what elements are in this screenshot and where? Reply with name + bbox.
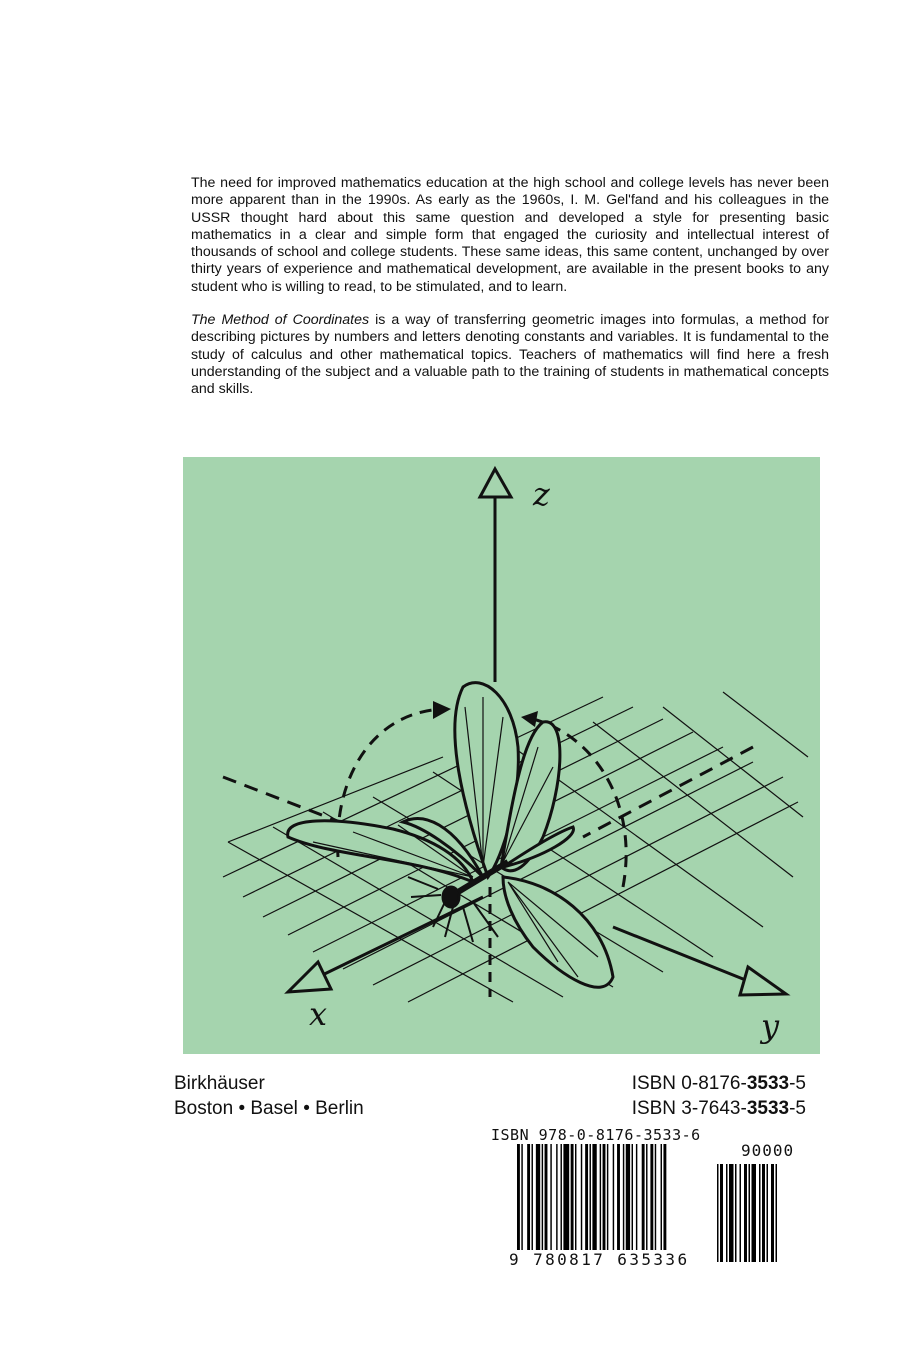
addon-bar [720, 1164, 723, 1262]
barcode-bar [663, 1144, 666, 1262]
barcode-bar [646, 1144, 647, 1250]
addon-bar [771, 1164, 774, 1262]
publisher-city: Basel [250, 1098, 298, 1119]
publisher-block [174, 1071, 364, 1121]
barcode-bar [613, 1144, 614, 1250]
z-arrowhead [480, 469, 511, 497]
barcode-bar [632, 1144, 633, 1250]
addon-bar [744, 1164, 747, 1262]
barcode-bar [581, 1144, 582, 1250]
barcode-bar [561, 1144, 562, 1250]
barcode-bar [542, 1144, 543, 1250]
barcode-bar [545, 1144, 548, 1250]
city-separator: • [238, 1098, 246, 1119]
barcode-bar [600, 1144, 601, 1250]
addon-bar [729, 1164, 734, 1262]
addon-bar [717, 1164, 719, 1262]
book-title-italic: The Method of Coordinates [191, 312, 370, 329]
barcode-bar [536, 1144, 540, 1250]
barcode-bar [607, 1144, 608, 1250]
isbn13-label: ISBN 978-0-8176-3533-6 [491, 1126, 701, 1144]
isbn-block [632, 1071, 806, 1121]
barcode-bar [571, 1144, 574, 1250]
addon-number: 90000 [741, 1141, 795, 1160]
blurb-paragraph-2 [191, 312, 829, 398]
arc-arrowhead-left [433, 701, 451, 719]
publisher-name: Birkhäuser [174, 1073, 265, 1094]
y-arrowhead [740, 967, 786, 995]
arc-arrowhead-right [521, 711, 538, 727]
barcode-bar [661, 1144, 662, 1262]
publisher-city: Berlin [315, 1098, 364, 1119]
barcode-bar [585, 1144, 588, 1250]
back-cover-blurb [191, 175, 829, 399]
barcode-bar [575, 1144, 576, 1250]
addon-bar [776, 1164, 778, 1262]
barcode-bar [623, 1144, 624, 1250]
coordinate-axes-illustration [183, 457, 820, 1054]
addon-bar [752, 1164, 757, 1262]
isbn-suffix: -5 [789, 1073, 806, 1094]
blurb-paragraph-1: The need for improved mathematics education at the high school and college levels has never been more apparent than in the 1990s. As early as the 1960s, I. M. Gel'fand and his colleagues in the USSR thought hard about this same question and developed a style for presenting basic mathematics in a clear and simple form that engaged the curiosity and intellectual interest of thousands of school and college students. These same ideas, this same content, unchanged by over thirty years of experience and mathematical development, are available in the present books to any student who is willing to read, to be stimulated, and to learn. [191, 175, 829, 295]
barcode-bar [655, 1144, 656, 1250]
barcode [489, 1126, 819, 1271]
ean-digits: 9 780817 635336 [509, 1250, 690, 1269]
barcode-bar [590, 1144, 591, 1262]
isbn-prefix: ISBN 3-7643- [631, 1098, 747, 1119]
x-axis-label: x [309, 995, 328, 1033]
isbn-prefix: ISBN 0-8176- [631, 1073, 747, 1094]
addon-bar [767, 1164, 769, 1262]
x-axis [308, 897, 483, 982]
barcode-bar [521, 1144, 522, 1262]
y-axis-label: y [761, 1007, 780, 1045]
publisher-cities [174, 1096, 364, 1121]
insect-drawing [288, 683, 613, 988]
barcode-bar [517, 1144, 520, 1262]
addon-bar [759, 1164, 761, 1262]
city-separator: • [303, 1098, 310, 1119]
barcode-bar [527, 1144, 530, 1250]
cover-illustration [183, 457, 820, 1054]
isbn-bold-part: 3533 [746, 1073, 790, 1094]
barcode-bar [563, 1144, 569, 1250]
y-axis [613, 927, 763, 987]
barcode-bar [650, 1144, 653, 1250]
publisher-city: Boston [174, 1098, 234, 1119]
barcode-bar [603, 1144, 606, 1250]
addon-bar [735, 1164, 737, 1262]
isbn-line [632, 1071, 806, 1096]
addon-bar [740, 1164, 742, 1262]
isbn-bold-part: 3533 [746, 1098, 790, 1119]
barcode-bar [626, 1144, 630, 1250]
barcode-bar [636, 1144, 637, 1250]
barcode-bar [532, 1144, 533, 1250]
barcode-bar [556, 1144, 557, 1250]
isbn-line [632, 1096, 806, 1121]
addon-bar [726, 1164, 728, 1262]
blurb-paragraph-2-text: is a way of transferring geometric images into formulas, a method for describing pictures by numbers and letters denoting constants and variables. It is fundamental to the study of calculus and other mathematical topics. Teachers of mathematics will find here a fresh understanding of the subject and a valuable path to the training of students in mathematical concepts and skills. [191, 312, 829, 398]
y-axis-dashed [583, 747, 753, 837]
barcode-bar [550, 1144, 551, 1250]
barcode-bar [642, 1144, 645, 1250]
z-axis-label: z [533, 475, 550, 513]
x-arrowhead [288, 962, 331, 992]
barcode-bar [592, 1144, 596, 1262]
addon-bar [749, 1164, 751, 1262]
isbn-suffix: -5 [789, 1098, 806, 1119]
barcode-bar [617, 1144, 620, 1250]
addon-bar [762, 1164, 765, 1262]
